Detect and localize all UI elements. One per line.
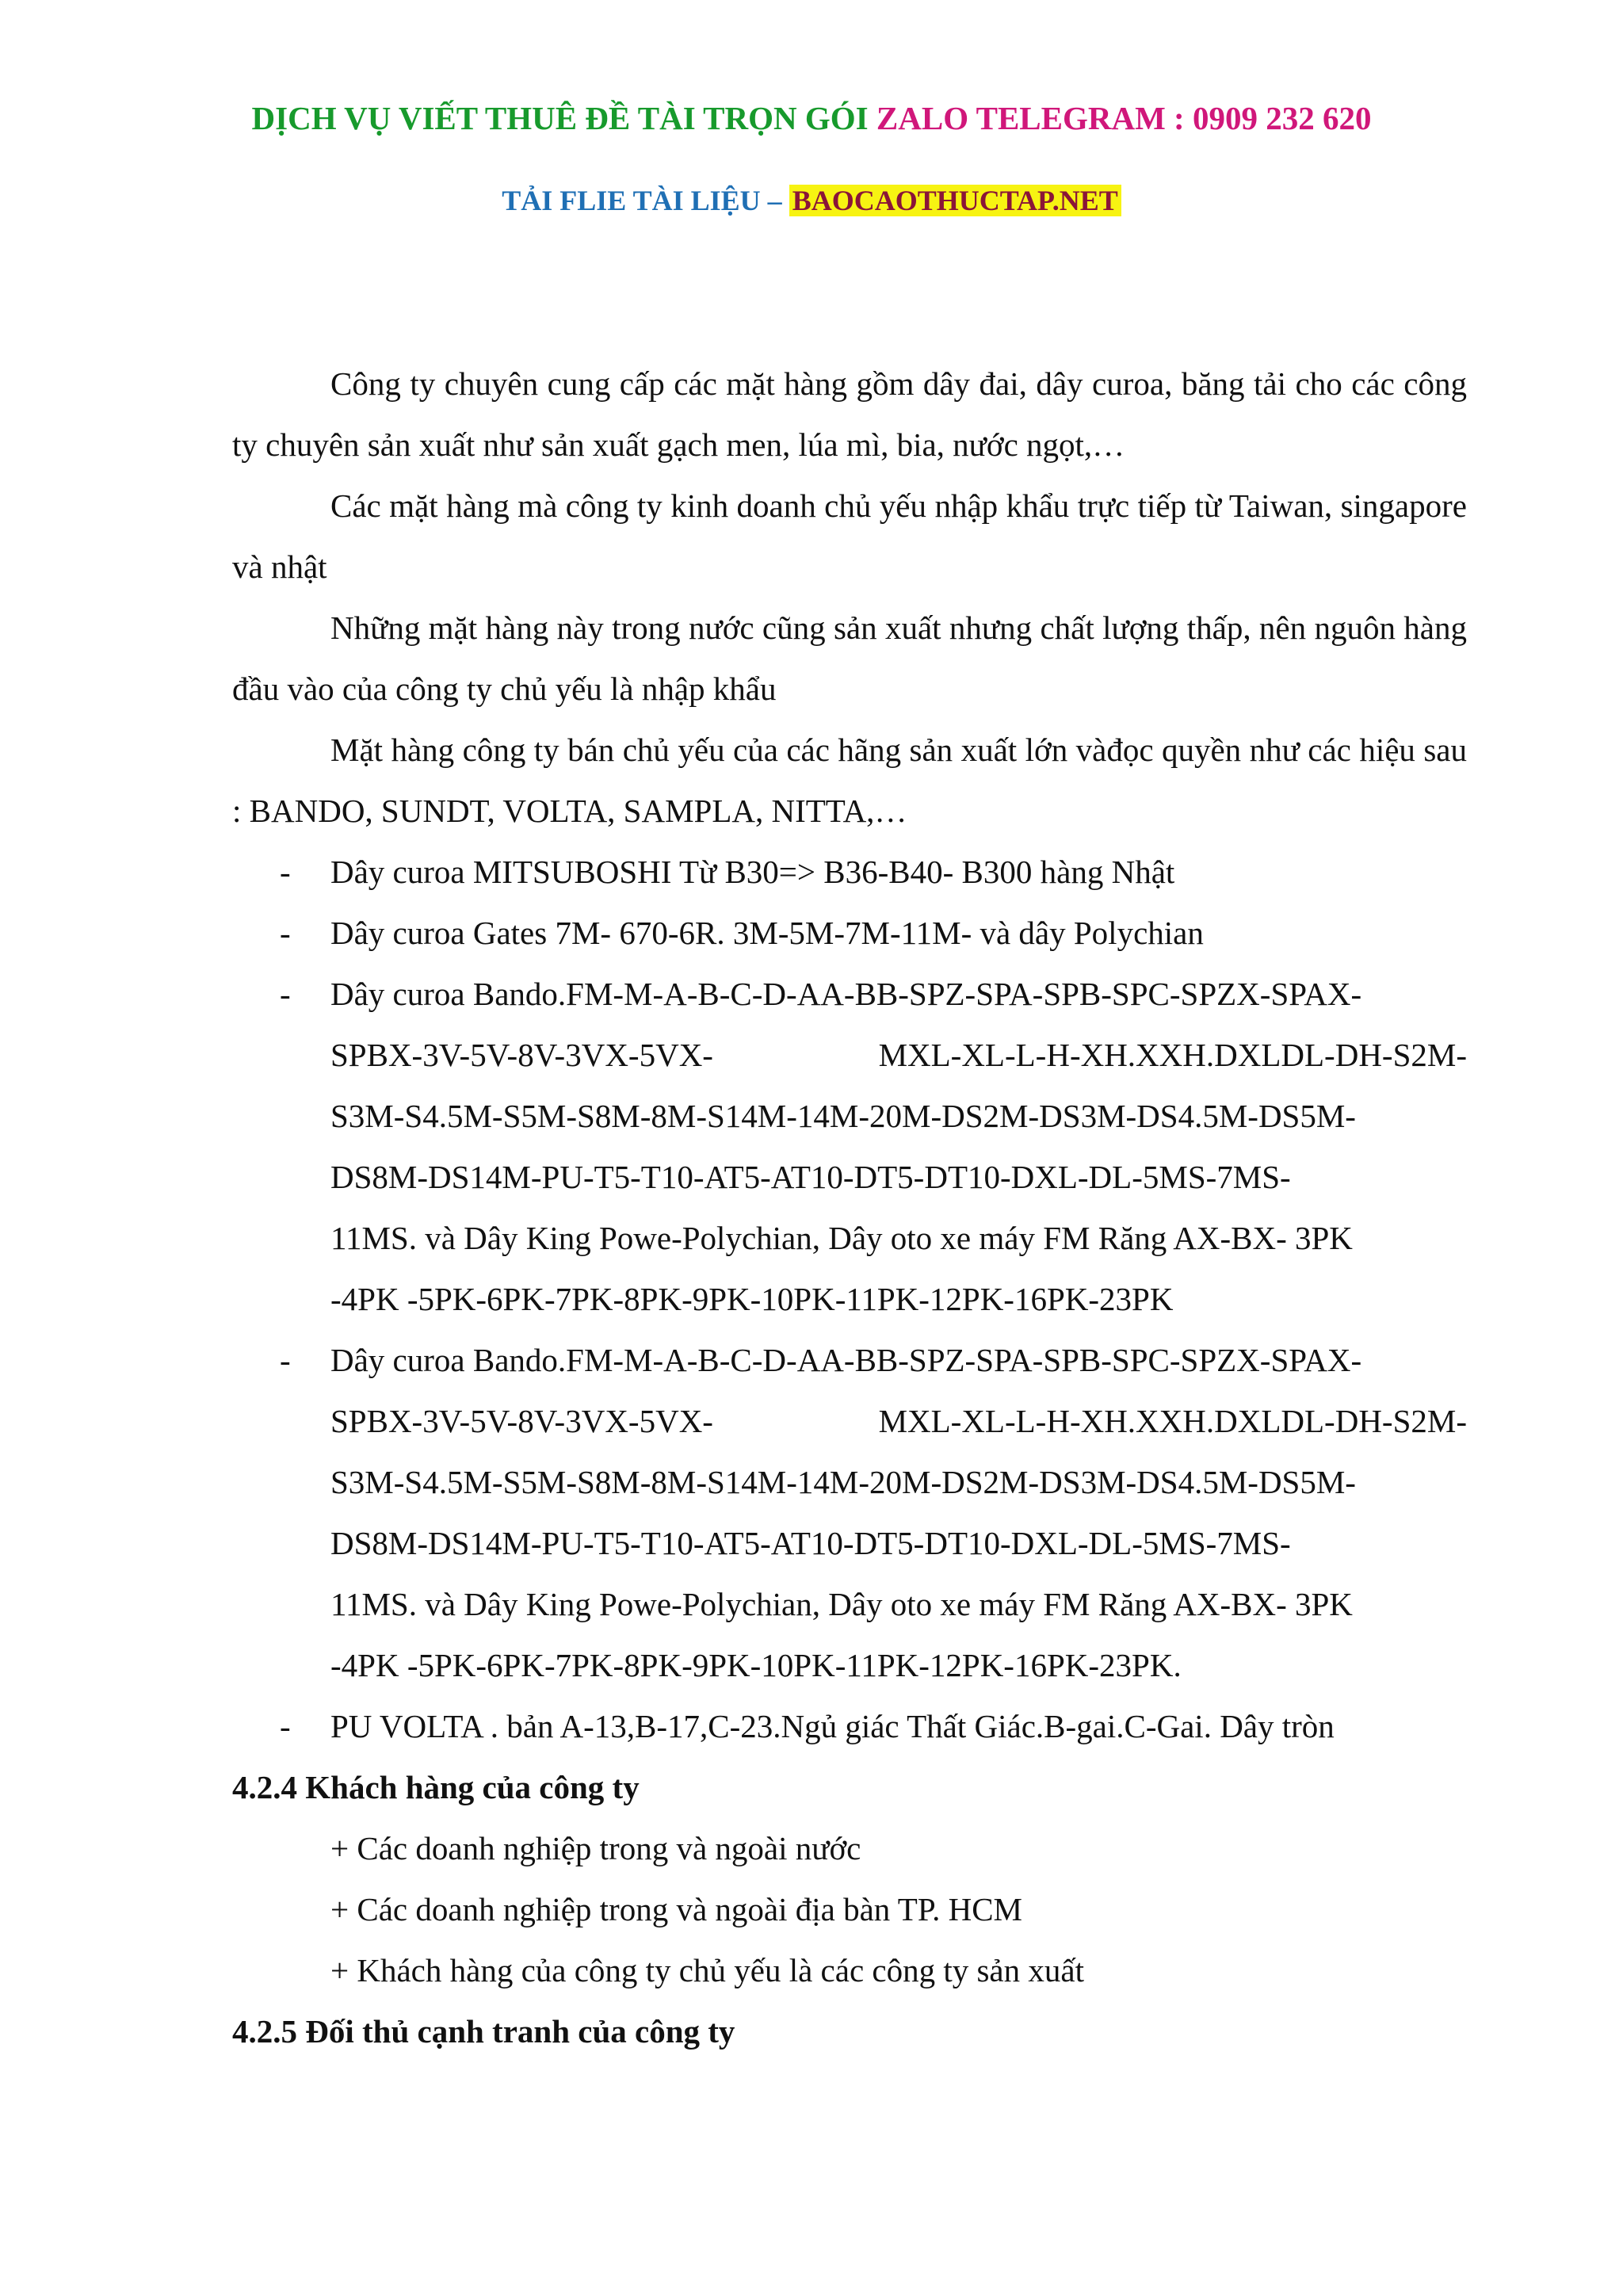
header-download-text: TẢI FLIE TÀI LIỆU – [502,185,782,216]
header-site-link[interactable]: BAOCAOTHUCTAP.NET [789,185,1121,216]
list-item-text: Dây curoa Gates 7M- 670-6R. 3M-5M-7M-11M- và dây Polychian [330,915,1204,951]
section-heading-customers: 4.2.4 Khách hàng của công ty [232,1769,640,1805]
header-contact-text: ZALO TELEGRAM : 0909 232 620 [876,100,1372,136]
paragraph-2: Các mặt hàng mà công ty kinh doanh chủ yếu nhập khẩu trực tiếp từ Taiwan, singapore và nhật [232,487,1467,585]
paragraph-4: Mặt hàng công ty bán chủ yếu của các hãng sản xuất lớn vàđọc quyền như các hiệu sau : BANDO, SUNDT, VOLTA, SAMPLA, NITTA,… [232,732,1467,829]
list-item-line [330,1025,1467,1086]
list-item-line: DS8M-DS14M-PU-T5-T10-AT5-AT10-DT5-DT10-DXL-DL-5MS-7MS- [330,1159,1291,1195]
paragraph-3: Những mặt hàng này trong nước cũng sản xuất nhưng chất lượng thấp, nên nguôn hàng đầu vào của công ty chủ yếu là nhập khẩu [232,609,1467,707]
list-item-text: PU VOLTA . bản A-13,B-17,C-23.Ngủ giác Thất Giác.B-gai.C-Gai. Dây tròn [330,1708,1335,1744]
list-item-text: SPBX-3V-5V-8V-3VX-5VX- [330,1037,713,1073]
customer-bullet: + Khách hàng của công ty chủ yếu là các công ty sản xuất [330,1952,1084,1988]
list-item-text: - Dây curoa Bando.FM-M-A-B-C-D-AA-BB-SPZ-SPA-SPB-SPC-SPZX-SPAX- [330,1342,1362,1378]
list-item [232,1330,1467,1696]
list-item-text: 11MS. và Dây King Powe-Polychian, Dây oto xe máy FM Răng AX-BX- 3PK [330,1220,1353,1256]
list-item-line: DS8M-DS14M-PU-T5-T10-AT5-AT10-DT5-DT10-DXL-DL-5MS-7MS- [330,1525,1291,1561]
list-item-line: -4PK -5PK-6PK-7PK-8PK-9PK-10PK-11PK-12PK-16PK-23PK [330,1281,1174,1317]
list-item-line [330,1574,1467,1635]
list-item-text: 11MS. và Dây King Powe-Polychian, Dây oto xe máy FM Răng AX-BX- 3PK [330,1586,1353,1622]
product-list [232,842,1467,1757]
list-item [232,964,1467,1330]
paragraph-1: Công ty chuyên cung cấp các mặt hàng gồm dây đai, dây curoa, băng tải cho các công ty chuyên sản xuất như sản xuất gạch men, lúa mì, bia, nước ngọt,… [232,365,1467,463]
list-item-text: SPBX-3V-5V-8V-3VX-5VX- [330,1403,713,1439]
list-item-text: Dây curoa MITSUBOSHI Từ B30=> B36-B40- B300 hàng Nhật [330,854,1175,890]
list-item [232,842,1467,903]
list-item-line [330,1391,1467,1452]
list-item [232,903,1467,964]
section-heading-competitors: 4.2.5 Đối thủ cạnh tranh của công ty [232,2013,735,2050]
list-item-text: - Dây curoa Bando.FM-M-A-B-C-D-AA-BB-SPZ-SPA-SPB-SPC-SPZX-SPAX- [330,976,1362,1012]
list-item-line [330,1330,1467,1391]
list-item-line [330,964,1467,1025]
list-item-text: MXL-XL-L-H-XH.XXH.DXLDL-DH-S2M- [878,1403,1467,1439]
list-item [232,1696,1467,1757]
customer-bullet: + Các doanh nghiệp trong và ngoài nước [330,1830,861,1866]
header-service-text: DỊCH VỤ VIẾT THUÊ ĐỀ TÀI TRỌN GÓI [251,100,869,136]
customer-bullet: + Các doanh nghiệp trong và ngoài địa bàn TP. HCM [330,1891,1022,1927]
header-download-line [0,181,1623,220]
document-body [232,353,1467,2062]
list-item-line: S3M-S4.5M-S5M-S8M-8M-S14M-14M-20M-DS2M-DS3M-DS4.5M-DS5M- [330,1464,1356,1500]
list-item-line [330,1208,1467,1269]
list-item-text: MXL-XL-L-H-XH.XXH.DXLDL-DH-S2M- [878,1037,1467,1073]
header-banner [0,98,1623,138]
list-item-line: S3M-S4.5M-S5M-S8M-8M-S14M-14M-20M-DS2M-DS3M-DS4.5M-DS5M- [330,1098,1356,1134]
list-item-line: -4PK -5PK-6PK-7PK-8PK-9PK-10PK-11PK-12PK-16PK-23PK. [330,1647,1182,1683]
